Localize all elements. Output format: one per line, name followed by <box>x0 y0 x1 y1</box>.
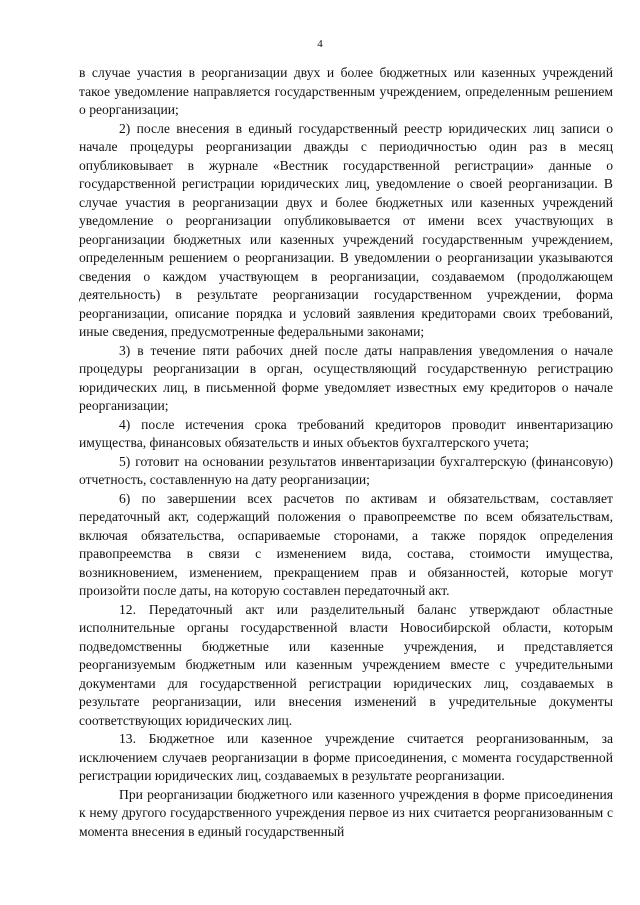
paragraph-item-4: 4) после истечения срока требований кредиторов проводит инвентаризацию имущества, финансовых обязательств и иных объектов бухгалтерского учета; <box>79 416 613 450</box>
page-number: 4 <box>317 38 323 50</box>
document-body <box>79 64 613 841</box>
paragraph-item-3: 3) в течение пяти рабочих дней после даты направления уведомления о начале процедуры реорганизации в орган, осуществляющий государственную регистрацию юридических лиц, в письменной форме уведомляет известных ему кредиторов о начале реорганизации; <box>79 342 613 413</box>
paragraph-continuation: в случае участия в реорганизации двух и более бюджетных или казенных учреждений такое уведомление направляется государственным учреждением, определенным решением о реорганизации; <box>79 65 613 117</box>
paragraph-section-13: 13. Бюджетное или казенное учреждение считается реорганизованным, за исключением случаев реорганизации в форме присоединения, с момента государственной регистрации юридических лиц, создаваемых в результате реорганизации. <box>79 731 613 783</box>
paragraph-item-5: 5) готовит на основании результатов инвентаризации бухгалтерскую (финансовую) отчетность, составленную на дату реорганизации; <box>79 453 613 487</box>
paragraph-merger-note: При реорганизации бюджетного или казенного учреждения в форме присоединения к нему другого государственного учреждения первое из них считается реорганизованным с момента внесения в единый государственный <box>79 786 613 839</box>
paragraph-section-12: 12. Передаточный акт или разделительный баланс утверждают областные исполнительные органы государственной власти Новосибирской области, которым подведомственны бюджетные или казенные учреждения, и представляется реорганизуемым бюджетным или казенным учреждением вместе с учредительными документами для государственной регистрации юридических лиц, создаваемых в результате реорганизации, или внесения изменений в учредительные документы соответствующих юридических лиц. <box>79 601 613 728</box>
paragraph-item-6: 6) по завершении всех расчетов по активам и обязательствам, составляет передаточный акт, содержащий положения о правопреемстве по всем обязательствам, включая обязательства, оспариваемые сторонами, а также порядок определения правопреемства в связи с изменением вида, состава, стоимости имущества, возникновением, изменением, прекращением прав и обязанностей, которые могут произойти после даты, на которую составлен передаточный акт. <box>79 490 613 598</box>
paragraph-item-2: 2) после внесения в единый государственный реестр юридических лиц записи о начале процедуры реорганизации дважды с периодичностью один раз в месяц опубликовывает в журнале «Вестник государственной регистрации» данные о государственной регистрации юридических лиц, уведомление о своей реорганизации. В случае участия в реорганизации двух и более бюджетных или казенных учреждений уведомление о реорганизации опубликовывается от имени всех участвующих в реорганизации бюджетных или казенных учреждений государственным учреждением, определенным решением о реорганизации. В уведомлении о реорганизации указываются сведения о каждом участвующем в реорганизации, создаваемом (продолжающем деятельность) в результате реорганизации государственном учреждении, форма реорганизации, описание порядка и условий заявления кредиторами своих требований, иные сведения, предусмотренные федеральными законами; <box>79 120 613 339</box>
